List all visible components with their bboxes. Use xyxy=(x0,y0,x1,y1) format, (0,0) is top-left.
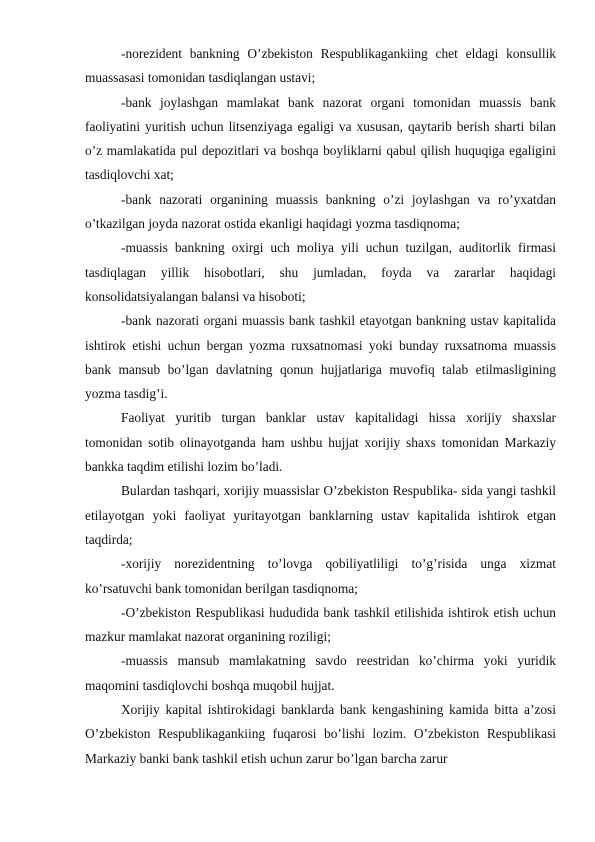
paragraph-nonresident-charter: -norezident bankning O’zbekiston Respublikagankiing chet eldagi konsullik muassasasi tomonidan tasdiqlangan ustavi; xyxy=(85,46,556,86)
paragraph-share-purchase: Faoliyat yuritib turgan banklar ustav kapitalidagi hissa xorijiy shaxslar tomonidan sotib olinayotganda ham ushbu hujjat xorijiy shaxs tomonidan Markaziy bankka taqdim etilishi lozim bo’ladi. xyxy=(85,410,556,475)
paragraph-board-member-citizen: Xorijiy kapital ishtirokidagi banklarda bank kengashining kamida bitta a’zosi O’zbekiston Respublikagankiing fuqarosi bo’lishi lozim. O’zbekiston Respublikasi Markaziy banki bank tashkil etish uchun zarur bo’lgan barcha zarur xyxy=(85,702,556,766)
paragraph-foreign-founders: Bulardan tashqari, xorijiy muassislar O’zbekiston Respublika- sida yangi tashkil etilayotgan yoki faoliyat yuritayotgan banklarning ustav kapitalida ishtirok etgan taqdirda; xyxy=(85,483,556,547)
paragraph-supervision-confirmation: -bank nazorati organining muassis bankning o’zi joylashgan va ro’yxatdan o’tkazilgan joyda nazorat ostida ekanligi haqidagi yozma tasdiqnoma; xyxy=(85,191,556,232)
paragraph-solvency-confirmation: -xorijiy norezidentning to’lovga qobiliyatliligi to’g’risida unga xizmat ko’rsatuvchi bank tomonidan berilgan tasdiqnoma; xyxy=(85,556,556,596)
paragraph-license-letter: -bank joylashgan mamlakat bank nazorat organi tomonidan muassis bank faoliyatini yuritish uchun litsenziyaga egaligi va xususan, qaytarib berish sharti bilan o’z mamlakatida pul depozitlari va boshqa boyliklarni qabul qilish huquqiga egaligini tasdiqlovchi xat; xyxy=(85,94,556,183)
paragraph-annual-reports: -muassis bankning oxirgi uch moliya yili uchun tuzilgan, auditorlik firmasi tasdiqlagan yillik hisobotlari, shu jumladan, foyda va zararlar haqidagi konsolidatsiyalangan balansi va hisoboti; xyxy=(85,240,556,304)
paragraph-written-permission: -bank nazorati organi muassis bank tashkil etayotgan bankning ustav kapitalida ishtirok etishi uchun bergan yozma ruxsatnomasi yoki bunday ruxsatnoma muassis bank mansub bo’lgan davlatning qonun hujjatlariga muvofiq talab etilmasligining yozma tasdig’i. xyxy=(85,313,556,402)
document-page xyxy=(85,42,556,771)
paragraph-consent: -O’zbekiston Respublikasi hududida bank tashkil etilishida ishtirok etish uchun mazkur mamlakat nazorat organining roziligi; xyxy=(85,604,556,645)
paragraph-trade-register-extract: -muassis mansub mamlakatning savdo reestridan ko’chirma yoki yuridik maqomini tasdiqlovchi boshqa muqobil hujjat. xyxy=(85,653,556,693)
